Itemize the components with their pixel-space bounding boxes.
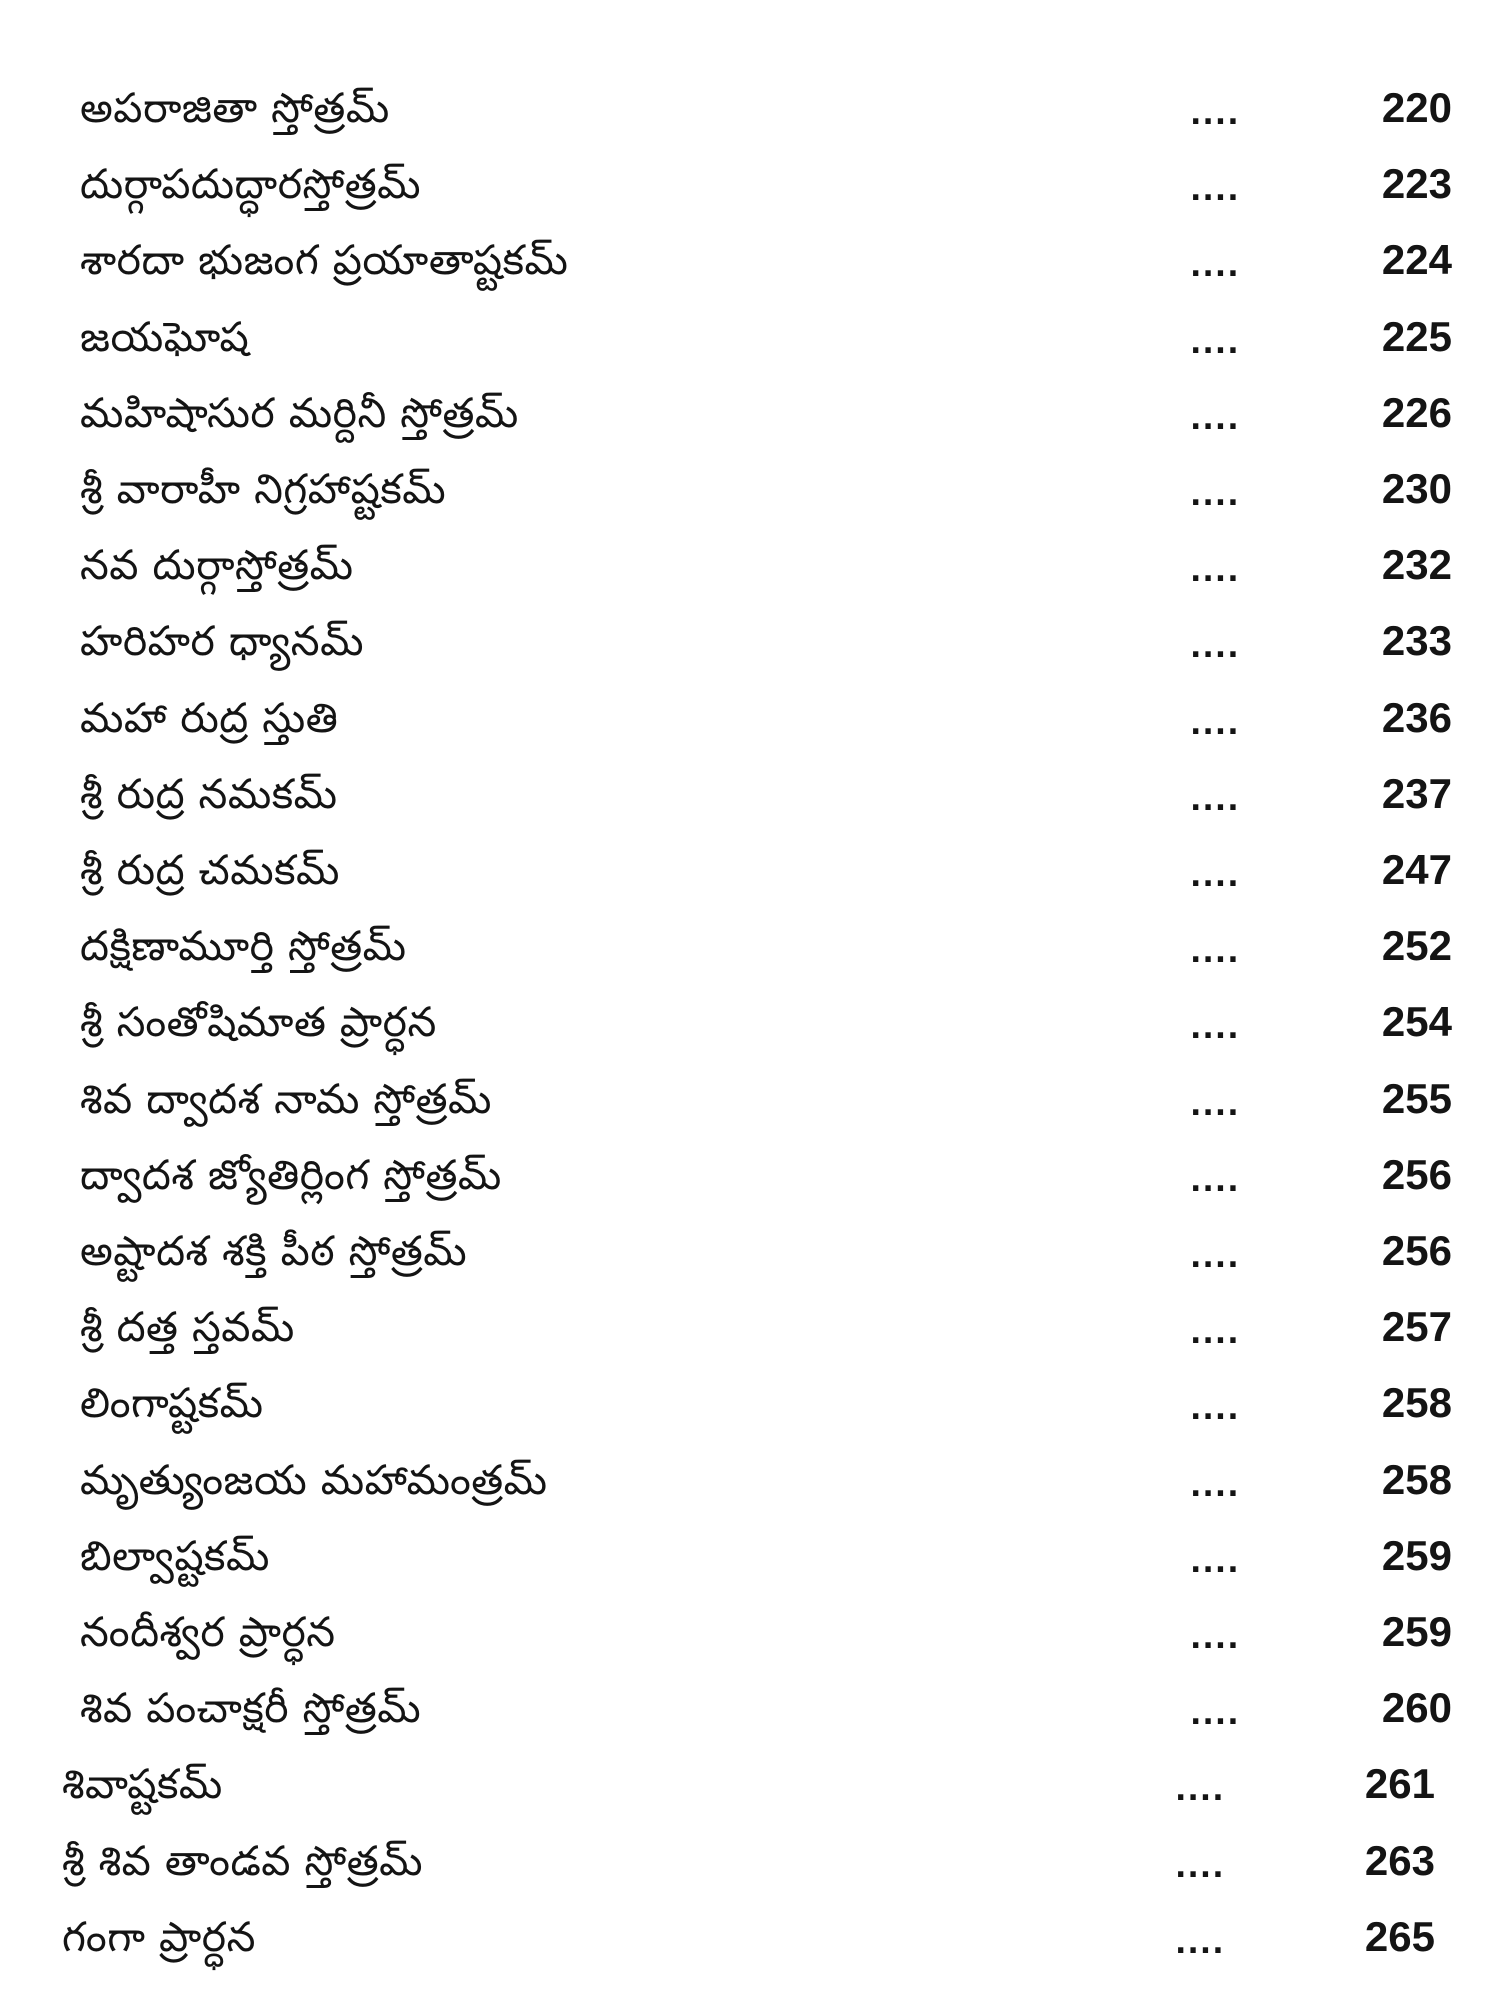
toc-entry-leader-dots: .... [1190, 554, 1240, 590]
toc-entry [0, 222, 1500, 298]
toc-entry [0, 680, 1500, 756]
toc-entry [0, 527, 1500, 603]
toc-entry-title: శ్రీ సంతోషిమాత ప్రార్ధన [80, 998, 437, 1047]
toc-entry-leader-dots: .... [1190, 859, 1240, 894]
toc-entry-page-number: 254 [1381, 998, 1452, 1046]
toc-entry-leader-dots: .... [1190, 1621, 1240, 1656]
toc-entry [0, 1518, 1500, 1594]
toc-entry-leader-dots: .... [1190, 630, 1240, 666]
toc-entry-page-number: 256 [1381, 1227, 1452, 1274]
toc-entry-page-number: 224 [1381, 236, 1452, 284]
toc-entry-leader-dots: .... [1190, 478, 1240, 513]
toc-entry-title: శ్రీ దత్త స్తవమ్ [80, 1303, 295, 1352]
toc-entry-page-number: 255 [1381, 1074, 1452, 1122]
toc-entry-title: శివ పంచాక్షరీ స్తోత్రమ్ [80, 1684, 422, 1733]
toc-entry-leader-dots: .... [1175, 1773, 1225, 1809]
toc-entry [0, 70, 1500, 146]
toc-entry [0, 299, 1500, 375]
toc-entry-title: శ్రీ రుద్ర నమకమ్ [80, 769, 338, 818]
toc-entry [0, 1289, 1500, 1365]
toc-entry [0, 1061, 1500, 1137]
toc-entry-title: దుర్గాపదుద్ధారస్తోత్రమ్ [80, 160, 422, 209]
toc-entry [0, 756, 1500, 832]
toc-entry-page-number: 261 [1364, 1760, 1435, 1808]
toc-entry-title: నందీశ్వర ప్రార్ధన [80, 1608, 336, 1656]
toc-entry-page-number: 259 [1381, 1608, 1452, 1655]
toc-entry-leader-dots: .... [1190, 1087, 1240, 1123]
toc-entry-title: జయఘోష [80, 312, 250, 361]
toc-entry-title: శ్రీ వారాహీ నిగ్రహాష్టకమ్ [80, 465, 447, 513]
toc-entry-title: బిల్వాష్టకమ్ [80, 1531, 270, 1580]
toc-entry [0, 1442, 1500, 1518]
toc-entry-page-number: 263 [1364, 1836, 1435, 1884]
toc-entry-leader-dots: .... [1190, 1011, 1240, 1047]
toc-entry [0, 146, 1500, 222]
toc-entry-title: మృత్యుంజయ మహామంత్రమ్ [80, 1455, 548, 1504]
toc-entry-leader-dots: .... [1190, 1240, 1240, 1275]
toc-entry-page-number: 220 [1381, 84, 1452, 131]
toc-entry-title: హరిహర ధ్యానమ్ [80, 617, 364, 666]
toc-entry-leader-dots: .... [1175, 1849, 1225, 1885]
toc-entry-title: శివ ద్వాదశ నామ స్తోత్రమ్ [80, 1074, 492, 1123]
toc-entry-leader-dots: .... [1190, 1316, 1240, 1352]
toc-entry [0, 1823, 1500, 1899]
toc-entry-title: మహా రుద్ర స్తుతి [80, 693, 339, 742]
toc-entry-page-number: 223 [1381, 160, 1452, 208]
toc-entry [0, 375, 1500, 451]
toc-entry-leader-dots: .... [1190, 1544, 1240, 1580]
toc-entry [0, 832, 1500, 908]
toc-entry-title: దక్షిణామూర్తి స్తోత్రమ్ [80, 922, 407, 971]
toc-entry-page-number: 236 [1381, 693, 1452, 741]
toc-entry-title: శ్రీ రుద్ర చమకమ్ [80, 846, 340, 894]
toc-entry-page-number: 226 [1381, 388, 1452, 436]
toc-entry [0, 1213, 1500, 1289]
toc-entry-title: అష్టాదశ శక్తి పీఠ స్తోత్రమ్ [80, 1227, 468, 1275]
toc-entry-leader-dots: .... [1190, 1468, 1240, 1504]
toc-entry [0, 1137, 1500, 1213]
toc-entry [0, 984, 1500, 1060]
toc-entry-leader-dots: .... [1190, 706, 1240, 742]
toc-entry-page-number: 260 [1381, 1684, 1452, 1732]
toc-entry-page-number: 233 [1381, 617, 1452, 665]
toc-entry [0, 451, 1500, 527]
toc-entry-leader-dots: .... [1190, 935, 1240, 971]
toc-entry-page-number: 258 [1381, 1379, 1452, 1427]
toc-entry [0, 908, 1500, 984]
toc-entry-leader-dots: .... [1190, 97, 1240, 132]
toc-entry-leader-dots: .... [1175, 1925, 1225, 1961]
toc-entry-title: శ్రీ శివ తాండవ స్తోత్రమ్ [62, 1836, 424, 1885]
toc-entry-title: గంగా ప్రార్ధన [62, 1912, 256, 1961]
toc-entry-title: మహిషాసుర మర్దినీ స్తోత్రమ్ [80, 388, 519, 437]
toc-entry-leader-dots: .... [1190, 401, 1240, 437]
toc-entry-leader-dots: .... [1190, 249, 1240, 285]
toc-entry [0, 603, 1500, 679]
toc-entry-title: అపరాజితా స్తోత్రమ్ [80, 84, 390, 132]
toc-entry-page-number: 265 [1364, 1912, 1435, 1960]
toc-entry-leader-dots: .... [1190, 325, 1240, 361]
toc-entry-leader-dots: .... [1190, 1163, 1240, 1199]
toc-entry-page-number: 230 [1381, 465, 1452, 512]
toc-entry [0, 1670, 1500, 1746]
toc-entry-page-number: 258 [1381, 1455, 1452, 1503]
toc-entry-title: నవ దుర్గాస్తోత్రమ్ [80, 541, 354, 590]
toc-entry-page-number: 247 [1381, 846, 1452, 893]
toc-entry-title: లింగాష్టకమ్ [80, 1379, 264, 1428]
toc-entry [0, 1746, 1500, 1822]
toc-entry-title: ద్వాదశ జ్యోతిర్లింగ స్తోత్రమ్ [80, 1150, 502, 1199]
toc-entry-leader-dots: .... [1190, 782, 1240, 818]
toc-entry-page-number: 237 [1381, 769, 1452, 817]
toc-entry-leader-dots: .... [1190, 173, 1240, 209]
toc-entry-page-number: 257 [1381, 1303, 1452, 1351]
toc-entry-page-number: 259 [1381, 1531, 1452, 1579]
toc-entry [0, 1899, 1500, 1975]
toc-entry [0, 1365, 1500, 1441]
toc-entry-title: శారదా భుజంగ ప్రయాతాష్టకమ్ [80, 236, 569, 285]
toc-entry-title: శివాష్టకమ్ [62, 1760, 223, 1809]
toc-entry-page-number: 252 [1381, 922, 1452, 970]
toc-entry-page-number: 256 [1381, 1150, 1452, 1198]
toc-entry-page-number: 225 [1381, 312, 1452, 360]
toc-entry-leader-dots: .... [1190, 1697, 1240, 1733]
toc-entry [0, 1594, 1500, 1670]
toc-entry-leader-dots: .... [1190, 1392, 1240, 1428]
toc-entry-page-number: 232 [1381, 541, 1452, 589]
